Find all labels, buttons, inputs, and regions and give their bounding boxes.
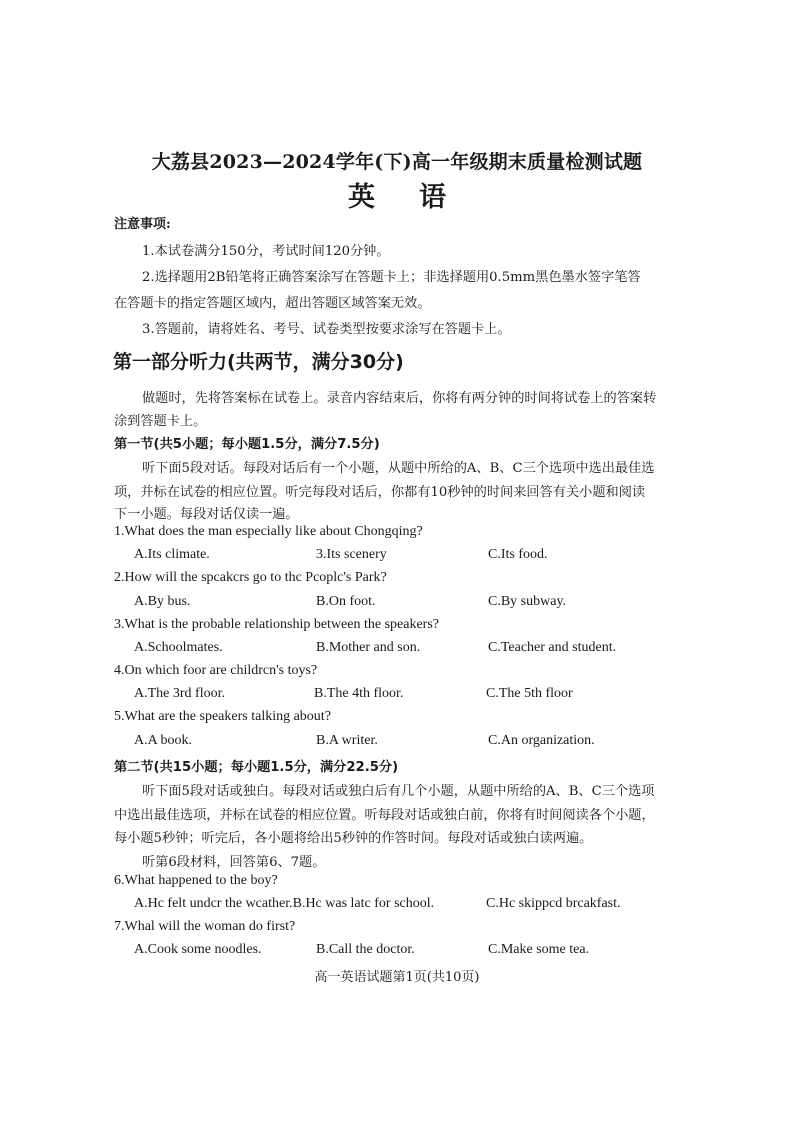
question-5-option-c: C.An organization. bbox=[488, 733, 595, 748]
question-5-option-b: B.A writer. bbox=[316, 733, 378, 748]
section2-intro-line-1: 听下面5段对话或独白。每段对话或独白后有几个小题，从题中所给的A、B、C三个选项 bbox=[142, 784, 655, 799]
question-6-option-c: C.Hc skippcd brcakfast. bbox=[486, 896, 621, 911]
question-2-option-b: B.On foot. bbox=[316, 594, 376, 609]
section1-intro-line-2: 项，并标在试卷的相应位置。听完每段对话后，你都有10秒钟的时间来回答有关小题和阅读 bbox=[114, 485, 646, 500]
notice-item-3: 3.答题前，请将姓名、考号、试卷类型按要求涂写在答题卡上。 bbox=[142, 322, 511, 337]
question-7-option-a: A.Cook some noodles. bbox=[134, 942, 262, 957]
exam-title: 大荔县2023—2024学年(下)高一年级期末质量检测试题 bbox=[151, 151, 643, 173]
part1-intro-line-1: 做题时，先将答案标在试卷上。录音内容结束后，你将有两分钟的时间将试卷上的答案转 bbox=[142, 391, 657, 406]
section2-intro-line-2: 中选出最佳选项，并标在试卷的相应位置。听每段对话或独白前，你将有时间阅读各个小题， bbox=[114, 808, 655, 823]
question-2-option-c: C.By subway. bbox=[488, 594, 567, 609]
question-3-option-c: C.Teacher and student. bbox=[488, 640, 617, 655]
question-3-option-b: B.Mother and son. bbox=[316, 640, 421, 655]
notice-item-2-line-1: 2.选择题用2B铅笔将正确答案涂写在答题卡上；非选择题用0.5mm黑色墨水签字笔答 bbox=[142, 270, 641, 285]
subject-title: 英语 bbox=[348, 182, 490, 213]
question-6-option-a-b: A.Hc felt undcr the wcather.B.Hc was latc for school. bbox=[134, 896, 435, 911]
section1-heading: 第一节(共5小题；每小题1.5分，满分7.5分) bbox=[114, 437, 380, 452]
question-3-stem: 3.What is the probable relationship between the speakers? bbox=[114, 617, 439, 632]
question-3-option-a: A.Schoolmates. bbox=[134, 640, 223, 655]
question-7-stem: 7.Whal will the woman do first? bbox=[114, 919, 296, 934]
question-4-option-a: A.The 3rd floor. bbox=[134, 686, 225, 701]
section2-material-note: 听第6段材料，回答第6、7题。 bbox=[142, 855, 326, 870]
question-2-option-a: A.By bus. bbox=[134, 594, 191, 609]
section2-intro-line-3: 每小题5秒钟；听完后，各小题将给出5秒钟的作答时间。每段对话或独白读两遍。 bbox=[114, 831, 593, 846]
question-4-option-c: C.The 5th floor bbox=[486, 686, 573, 701]
question-4-stem: 4.On which foor are childrcn's toys? bbox=[114, 663, 318, 678]
part1-heading: 第一部分听力(共两节，满分30分) bbox=[113, 351, 404, 373]
question-1-option-a: A.Its climate. bbox=[134, 547, 210, 562]
section1-intro-line-3: 下一小题。每段对话仅读一遍。 bbox=[114, 507, 299, 522]
notice-item-1: 1.本试卷满分150分，考试时间120分钟。 bbox=[142, 244, 390, 259]
question-1-option-b: 3.Its scenery bbox=[316, 547, 387, 562]
question-6-stem: 6.What happened to the boy? bbox=[114, 873, 278, 888]
section1-intro-line-1: 听下面5段对话。每段对话后有一个小题，从题中所给的A、B、C三个选项中选出最佳选 bbox=[142, 461, 655, 476]
question-7-option-c: C.Make some tea. bbox=[488, 942, 590, 957]
question-1-stem: 1.What does the man especially like about Chongqing? bbox=[114, 524, 423, 539]
question-2-stem: 2.How will the spcakcrs go to thc Pcoplc's Park? bbox=[114, 570, 387, 585]
section2-heading: 第二节(共15小题；每小题1.5分，满分22.5分) bbox=[114, 760, 399, 775]
notice-heading: 注意事项: bbox=[114, 217, 171, 232]
question-7-option-b: B.Call the doctor. bbox=[316, 942, 415, 957]
notice-item-2-line-2: 在答题卡的指定答题区域内，超出答题区域答案无效。 bbox=[114, 296, 431, 311]
part1-intro-line-2: 涂到答题卡上。 bbox=[114, 414, 207, 429]
question-1-option-c: C.Its food. bbox=[488, 547, 548, 562]
question-4-option-b: B.The 4th floor. bbox=[314, 686, 404, 701]
page-footer: 高一英语试题第1页(共10页) bbox=[314, 970, 480, 985]
question-5-option-a: A.A book. bbox=[134, 733, 192, 748]
question-5-stem: 5.What are the speakers talking about? bbox=[114, 709, 331, 724]
